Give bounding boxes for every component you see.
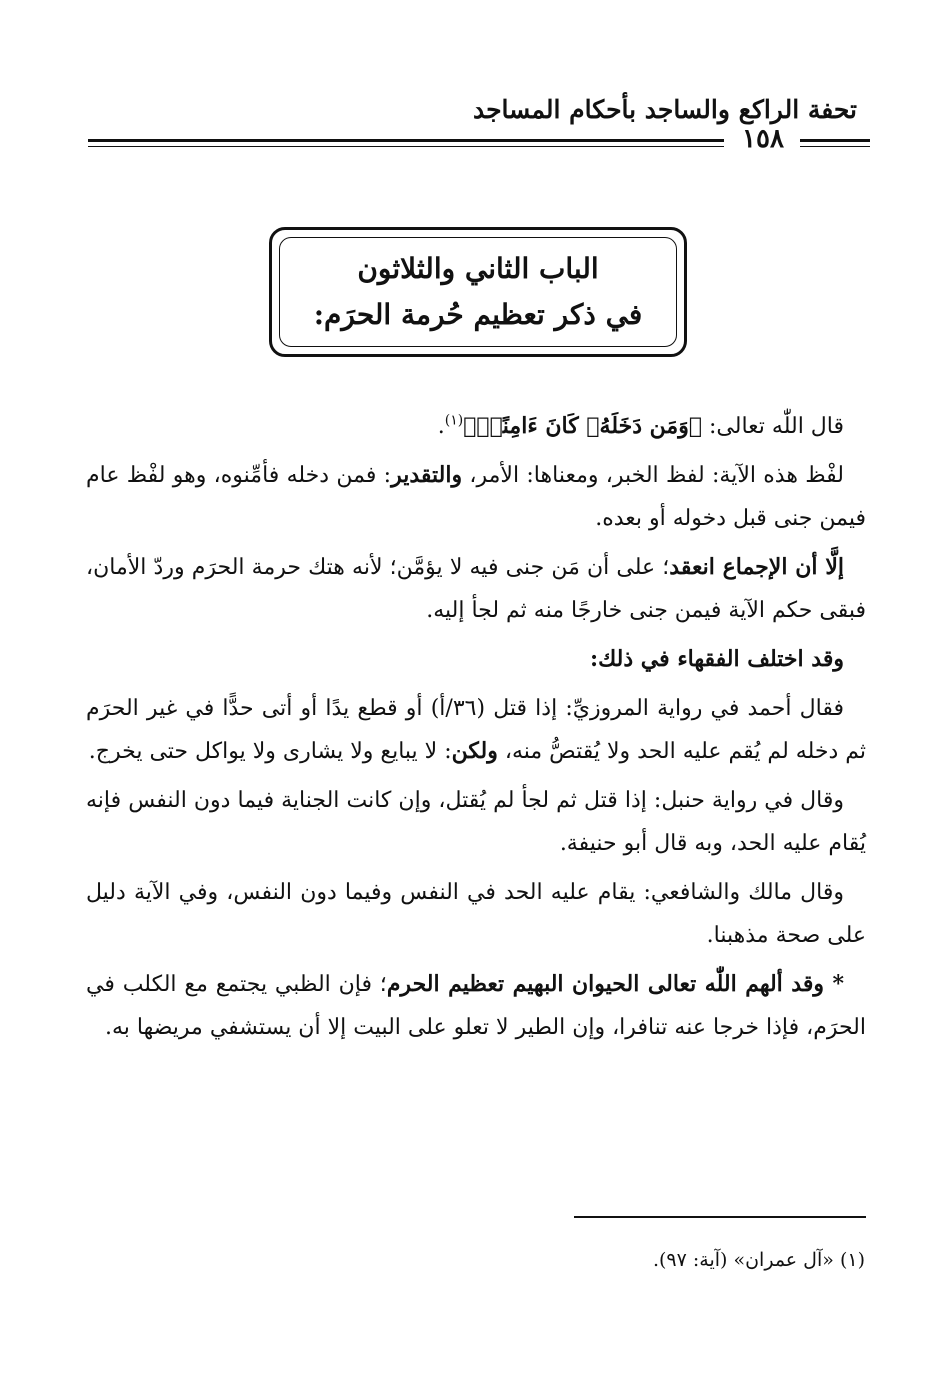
text-run: ؛ على أن مَن جنى فيه لا يؤمَّن؛ لأنه هتك حرمة الحرَم وردّ الأمان، فبقى حكم الآية فيمن جنى خارجًا منه ثم لجأ إليه. xyxy=(86,555,866,623)
quran-verse: ﴿وَمَن دَخَلَهُۥ كَانَ ءَامِنًاۗ﴾ xyxy=(463,413,703,439)
header-rule-short xyxy=(800,139,870,147)
text-run: فقال أحمد في رواية المروزيِّ: إذا قتل (٣٦/أ) أو قطع يدًا أو أتى حدًّا في غير الحرَم ثم دخله لم يُقم عليه الحد ولا يُقتصُّ منه، xyxy=(86,696,866,764)
verse-end: . xyxy=(437,414,445,439)
page-number: ١٥٨ xyxy=(742,124,784,154)
main-text xyxy=(86,405,866,1055)
text-run: : فمن دخله فأمِّنوه، وهو لفْظ عام فيمن جنى قبل دخوله أو بعده. xyxy=(86,463,866,531)
bold-term: ولكن xyxy=(451,738,498,764)
paragraph-ahmad xyxy=(86,687,866,773)
chapter-subtitle: في ذكر تعظيم حُرمة الحرَم: xyxy=(313,298,643,331)
footnote xyxy=(85,1245,865,1275)
footnote-marker: (١) xyxy=(444,412,464,429)
text-run: وقال مالك والشافعي: يقام عليه الحد في النفس وفيما دون النفس، وفي الآية دليل على صحة مذهبنا. xyxy=(86,880,866,948)
chapter-title-box xyxy=(269,227,687,357)
text-run: : لا يبايع ولا يشارى ولا يواكل حتى يخرج. xyxy=(88,739,452,764)
text-run: وقال في رواية حنبل: إذا قتل ثم لجأ لم يُقتل، وإن كانت الجناية فيما دون النفس فإنه يُقام عليه الحد، وبه قال أبو حنيفة. xyxy=(86,788,866,856)
verse-intro: قال اللّٰه تعالى: xyxy=(702,414,844,439)
section-heading: وقد اختلف الفقهاء في ذلك: xyxy=(589,646,844,672)
text-run: ؛ فإن الظبي يجتمع مع الكلب في الحرَم، فإذا خرجا عنه تنافرا، وإن الطير لا تعلو على البيت إلا أن يستشفي مريضها به. xyxy=(86,972,866,1040)
footnote-text: «آل عمران» (آية: ٩٧). xyxy=(652,1249,834,1271)
bold-term: والتقدير xyxy=(391,462,463,488)
paragraph-consensus xyxy=(86,546,866,632)
paragraph-hanbal xyxy=(86,779,866,865)
header-rule xyxy=(88,139,724,147)
running-title: تحفة الراكع والساجد بأحكام المساجد xyxy=(472,95,857,124)
chapter-title-inner-frame xyxy=(279,237,677,347)
bold-term: * وقد ألهم اللّٰه تعالى الحيوان البهيم تعظيم الحرم xyxy=(386,971,844,997)
chapter-title: الباب الثاني والثلاثون xyxy=(357,252,599,285)
text-run: لفْظ هذه الآية: لفظ الخبر، ومعناها: الأمر، xyxy=(462,463,844,488)
footnote-separator xyxy=(574,1216,866,1218)
footnote-number: (١) xyxy=(839,1249,865,1271)
bold-term: إلَّا أن الإجماع انعقد xyxy=(669,554,844,580)
paragraph-animals xyxy=(86,963,866,1049)
paragraph-heading xyxy=(86,638,866,681)
paragraph-interpretation xyxy=(86,454,866,540)
paragraph-verse xyxy=(86,405,866,448)
paragraph-malik xyxy=(86,871,866,957)
